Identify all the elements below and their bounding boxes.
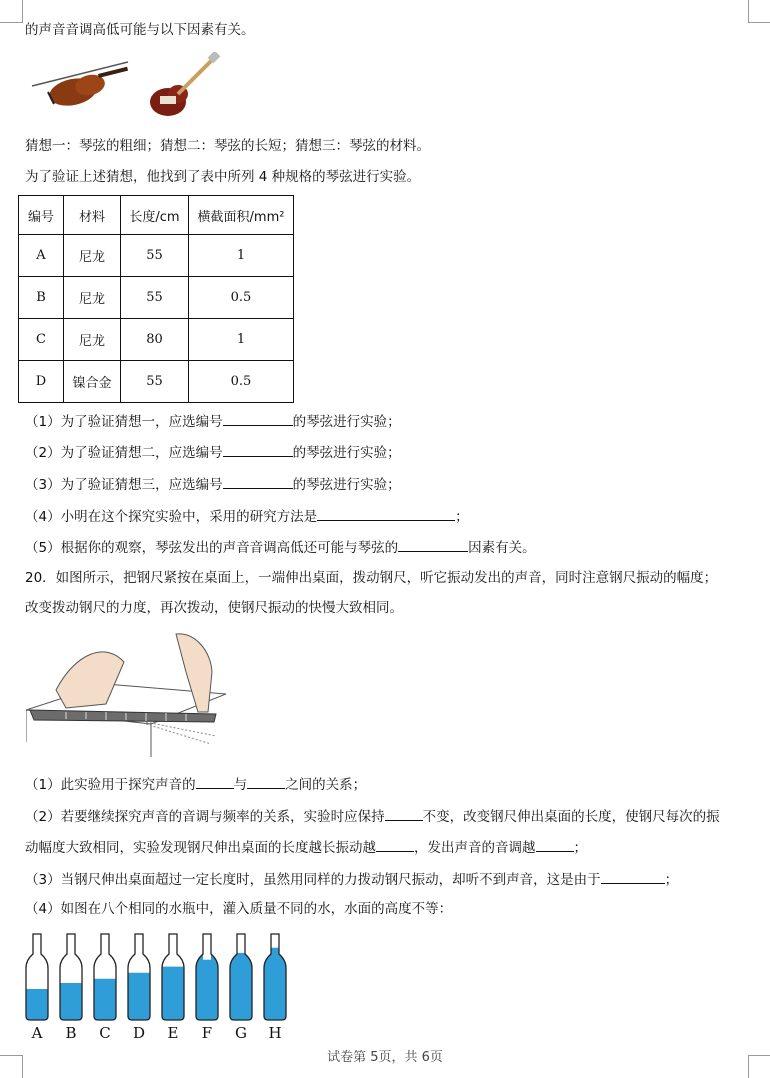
cell-length: 55 <box>121 361 189 403</box>
cell-material: 尼龙 <box>64 319 121 361</box>
table-header-row <box>19 196 294 235</box>
q19-part4-text: （4）小明在这个探究实验中，采用的研究方法是 <box>25 509 318 525</box>
corner-mark-top-right <box>748 0 770 23</box>
bottle-label: G <box>235 1024 247 1042</box>
answer-blank[interactable] <box>196 773 234 789</box>
water-fill <box>128 973 150 1020</box>
q20-part3-tail: ； <box>664 872 679 888</box>
bottle-label: B <box>65 1024 77 1042</box>
q19-part4-tail: ； <box>455 509 469 525</box>
q19-part3-tail: 的琴弦进行实验； <box>292 477 401 493</box>
q20-part2-line2-text: 动幅度大致相同，实验发现钢尺伸出桌面的长度越长振动越 <box>25 840 376 856</box>
cell-id: B <box>19 277 64 319</box>
hand-plucking-icon <box>176 634 212 712</box>
water-bottle-icon <box>60 934 82 1020</box>
q20-part2-cont: 不变，改变钢尺伸出桌面的长度，使钢尺每次的振 <box>422 809 720 825</box>
answer-blank[interactable] <box>601 868 665 884</box>
cell-id: C <box>19 319 64 361</box>
q19-part2 <box>25 441 401 463</box>
q20-part3-text: （3）当钢尺伸出桌面超过一定长度时，虽然用同样的力拨动钢尺振动，却听不到声音，这是由于 <box>25 872 601 888</box>
q20-part2-mid: ，发出声音的音调越 <box>414 840 536 856</box>
table-row <box>19 319 294 361</box>
q20-part1-tail: 之间的关系； <box>285 777 367 793</box>
col-header-length: 长度/cm <box>121 196 189 235</box>
water-bottle-icon <box>162 934 184 1020</box>
q19-part3-text: （3）为了验证猜想三，应选编号 <box>25 477 223 493</box>
q19-part1-text: （1）为了验证猜想一，应选编号 <box>25 414 223 430</box>
water-bottle-icon <box>196 934 218 1020</box>
corner-mark-top-left <box>0 0 23 23</box>
violin-and-guitar-illustration <box>28 52 228 127</box>
water-fill <box>162 967 184 1020</box>
cell-area: 1 <box>189 319 294 361</box>
water-fill <box>196 954 218 1020</box>
cell-material: 镍合金 <box>64 361 121 403</box>
water-bottle-icon <box>94 934 116 1020</box>
q20-part1-text: （1）此实验用于探究声音的 <box>25 777 196 793</box>
electric-guitar-icon <box>150 52 220 116</box>
bottle-label: F <box>201 1024 213 1042</box>
q20-stem-line1: 20．如图所示，把钢尺紧按在桌面上，一端伸出桌面，拨动钢尺，听它振动发出的声音，同时注意钢尺振动的幅度； <box>25 570 718 586</box>
cell-id: A <box>19 235 64 277</box>
q19-part1-tail: 的琴弦进行实验； <box>292 414 401 430</box>
cell-length: 55 <box>121 235 189 277</box>
answer-blank[interactable] <box>317 505 455 521</box>
col-header-area: 横截面积/mm² <box>189 196 294 235</box>
q20-part2-line2 <box>25 836 587 858</box>
violin-icon <box>32 62 128 110</box>
q19-part2-text: （2）为了验证猜想二，应选编号 <box>25 445 223 461</box>
cell-id: D <box>19 361 64 403</box>
table-row <box>19 277 294 319</box>
water-bottle-icon <box>264 934 286 1020</box>
answer-blank[interactable] <box>223 410 293 426</box>
bottle-label: H <box>268 1024 282 1042</box>
q20-part1 <box>25 773 366 795</box>
water-bottles-illustration <box>22 930 302 1025</box>
bottle-label: A <box>31 1024 43 1042</box>
table-intro-text: 为了验证上述猜想，他找到了表中所列 4 种规格的琴弦进行实验。 <box>25 169 421 185</box>
cell-area: 0.5 <box>189 361 294 403</box>
cell-material: 尼龙 <box>64 277 121 319</box>
q20-part3 <box>25 868 678 890</box>
table-row <box>19 235 294 277</box>
q19-part4 <box>25 505 469 527</box>
q20-part1-mid: 与 <box>233 777 248 793</box>
bottle-label: D <box>132 1024 146 1042</box>
water-bottle-icon <box>128 934 150 1020</box>
water-fill <box>60 983 82 1020</box>
steel-ruler-experiment-illustration <box>26 632 226 762</box>
water-fill <box>230 953 252 1020</box>
col-header-material: 材料 <box>64 196 121 235</box>
cell-material: 尼龙 <box>64 235 121 277</box>
q20-part2-line1 <box>25 805 720 827</box>
q19-part3 <box>25 473 401 495</box>
q20-stem-line2: 改变拨动钢尺的力度，再次拨动，使钢尺振动的快慢大致相同。 <box>25 600 403 616</box>
q20-part4: （4）如图在八个相同的水瓶中，灌入质量不同的水，水面的高度不等： <box>25 901 453 917</box>
cell-length: 80 <box>121 319 189 361</box>
q19-part5 <box>25 536 536 558</box>
answer-blank[interactable] <box>223 473 293 489</box>
bottle-label: E <box>167 1024 179 1042</box>
answer-blank[interactable] <box>223 441 293 457</box>
water-bottle-icon <box>230 934 252 1020</box>
q19-part5-tail: 因素有关。 <box>468 540 536 556</box>
q19-part2-tail: 的琴弦进行实验； <box>292 445 401 461</box>
intro-text: 的声音音调高低可能与以下因素有关。 <box>25 22 255 38</box>
cell-area: 1 <box>189 235 294 277</box>
string-spec-table <box>18 195 294 403</box>
answer-blank[interactable] <box>247 773 285 789</box>
q20-part2-tail: ； <box>573 840 587 856</box>
table-row <box>19 361 294 403</box>
answer-blank[interactable] <box>385 805 423 821</box>
cell-length: 55 <box>121 277 189 319</box>
water-fill <box>26 989 48 1020</box>
water-bottle-icon <box>26 934 48 1020</box>
q19-part5-text: （5）根据你的观察，琴弦发出的声音音调高低还可能与琴弦的 <box>25 540 399 556</box>
answer-blank[interactable] <box>376 836 414 852</box>
guesses-text: 猜想一：琴弦的粗细；猜想二：琴弦的长短；猜想三：琴弦的材料。 <box>25 138 430 154</box>
water-fill <box>94 979 116 1020</box>
answer-blank[interactable] <box>398 536 468 552</box>
bottle-label: C <box>99 1024 111 1042</box>
q20-part2-text: （2）若要继续探究声音的音调与频率的关系，实验时应保持 <box>25 809 385 825</box>
page-footer: 试卷第 5页，共 6页 <box>327 1050 443 1065</box>
cell-area: 0.5 <box>189 277 294 319</box>
col-header-id: 编号 <box>19 196 64 235</box>
answer-blank[interactable] <box>536 836 574 852</box>
hand-pressing-icon <box>56 652 124 708</box>
q19-part1 <box>25 410 401 432</box>
